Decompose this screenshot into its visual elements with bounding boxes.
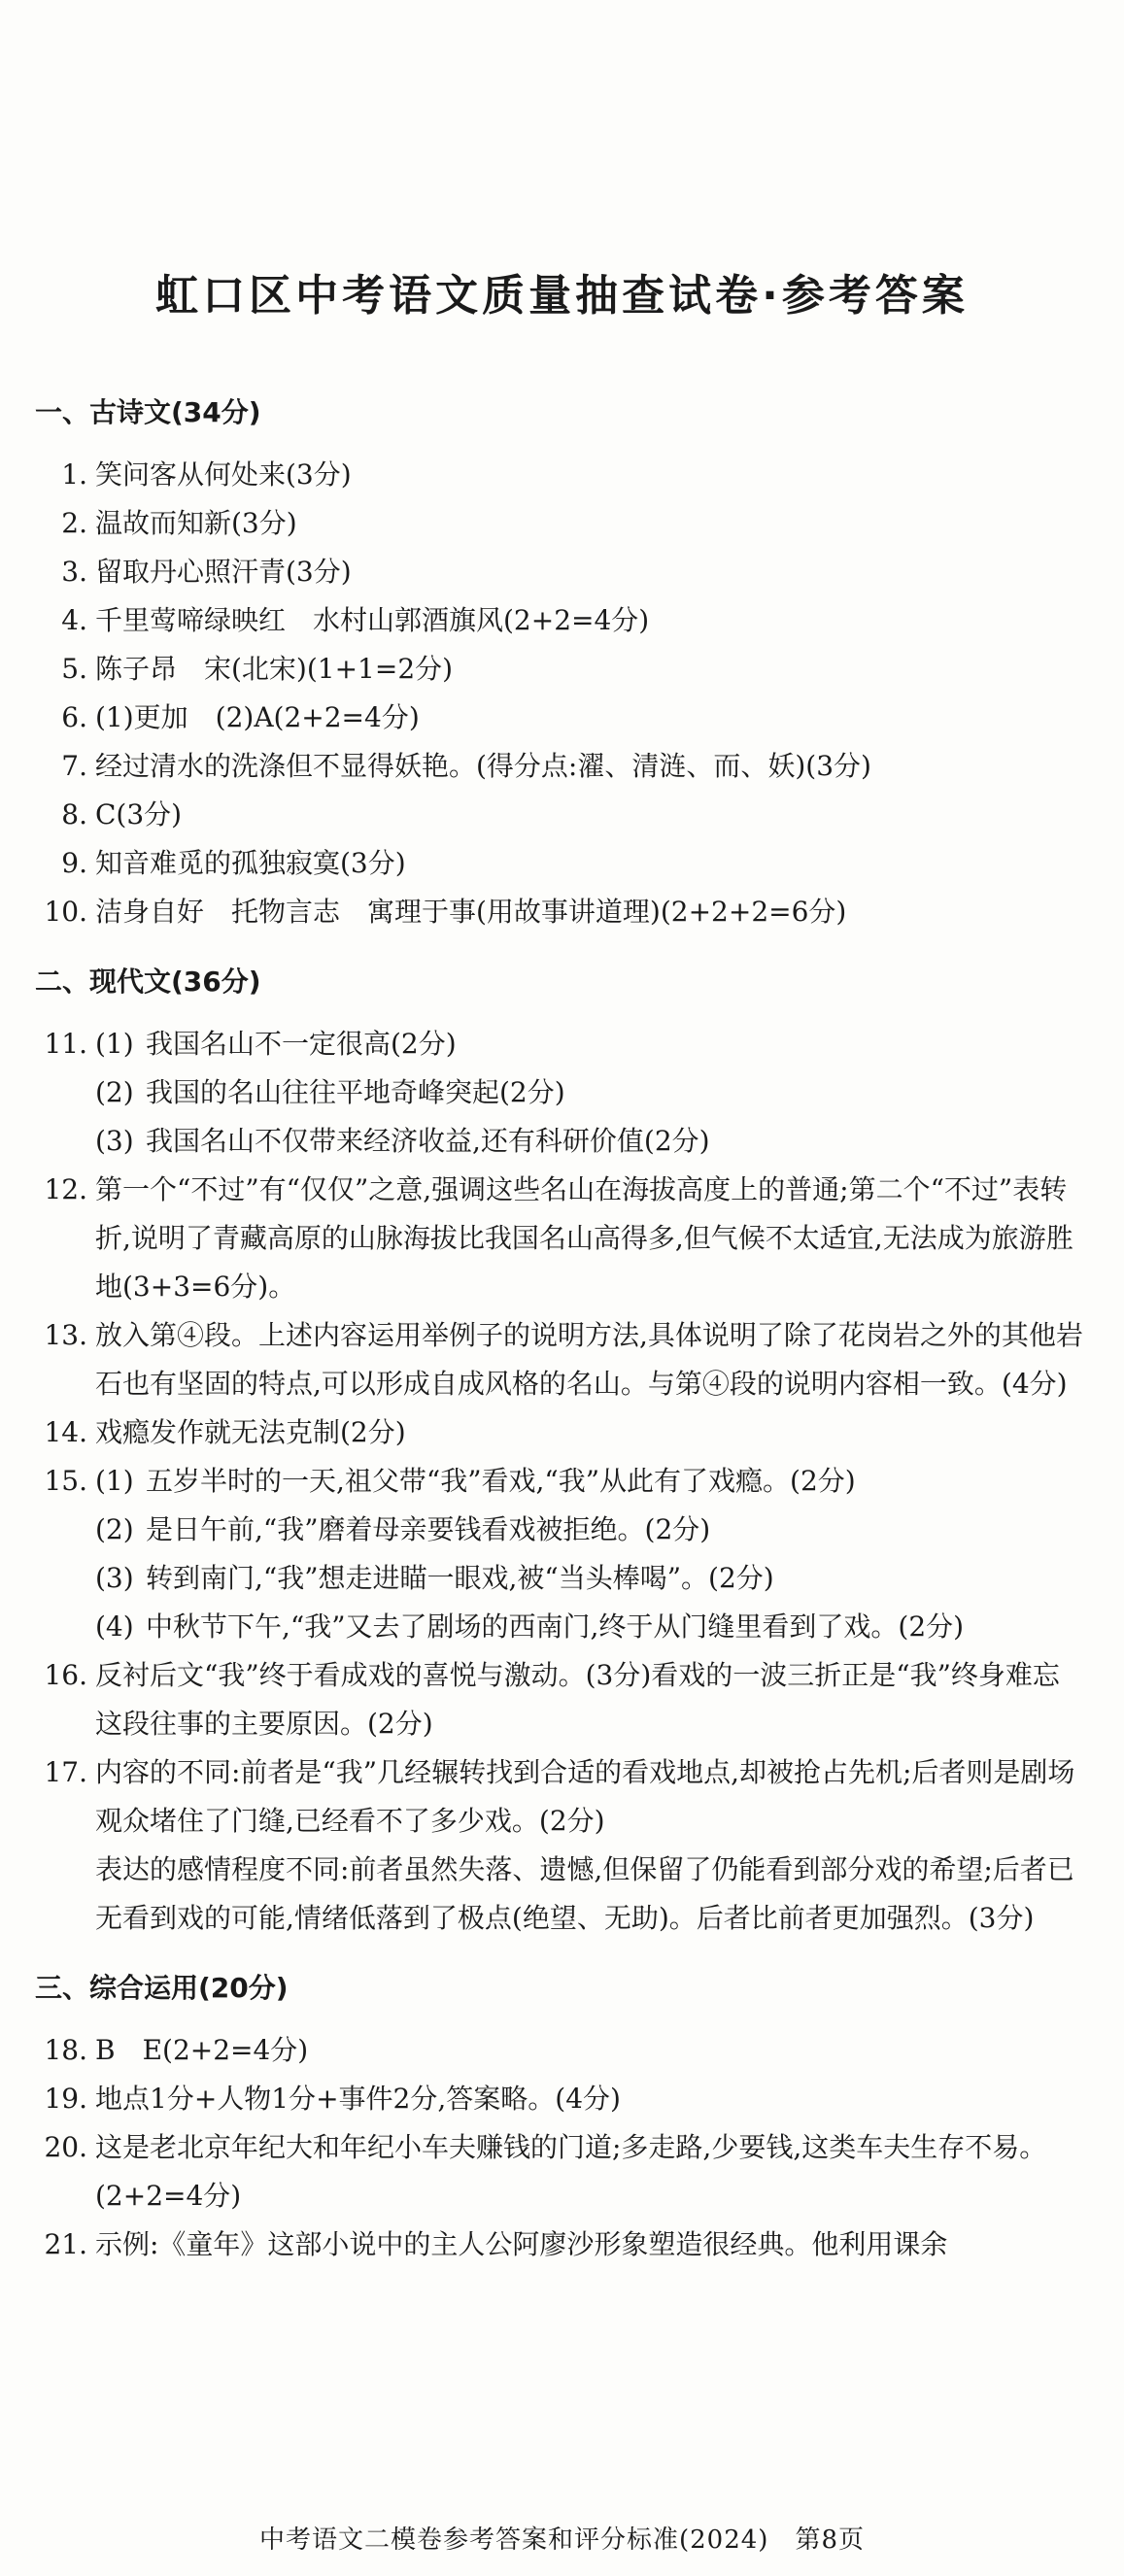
answer-text: 转到南门,“我”想走进瞄一眼戏,被“当头棒喝”。(2分) bbox=[146, 1562, 774, 1594]
question-number: 20. bbox=[44, 2131, 87, 2163]
sub-question-label: (3) bbox=[95, 1562, 134, 1594]
list-item bbox=[35, 451, 1084, 499]
list-item bbox=[35, 499, 1084, 548]
answer-text: C(3分) bbox=[95, 798, 183, 830]
list-item bbox=[35, 839, 1084, 888]
list-item bbox=[35, 791, 1084, 839]
list-item bbox=[35, 1311, 1084, 1408]
list-item bbox=[35, 888, 1084, 936]
question-number: 15. bbox=[44, 1465, 87, 1497]
answer-text: 这是老北京年纪大和年纪小车夫赚钱的门道;多走路,少要钱,这类车夫生存不易。(2+2=4分) bbox=[95, 2131, 1047, 2212]
answer-text: 千里莺啼绿映红 水村山郭酒旗风(2+2=4分) bbox=[95, 604, 650, 636]
answer-text: 示例:《童年》这部小说中的主人公阿廖沙形象塑造很经典。他利用课余 bbox=[95, 2228, 948, 2260]
list-item bbox=[35, 2220, 1084, 2269]
list-item bbox=[35, 1408, 1084, 1457]
answer-text: 我国名山不一定很高(2分) bbox=[146, 1028, 457, 1060]
answer-content bbox=[35, 389, 1084, 2269]
answer-text: 内容的不同:前者是“我”几经辗转找到合适的看戏地点,却被抢占先机;后者则是剧场观众堵住了门缝,已经看不了多少戏。(2分) bbox=[95, 1756, 1075, 1837]
list-item bbox=[35, 742, 1084, 791]
page-title: 虹口区中考语文质量抽查试卷·参考答案 bbox=[155, 271, 969, 321]
answer-text: B E(2+2=4分) bbox=[95, 2034, 309, 2066]
answer-text: 经过清水的洗涤但不显得妖艳。(得分点:濯、清涟、而、妖)(3分) bbox=[95, 750, 871, 782]
list-item bbox=[35, 1166, 1084, 1311]
list-item bbox=[35, 2123, 1084, 2220]
answer-paragraph: 表达的感情程度不同:前者虽然失落、遗憾,但保留了仍能看到部分戏的希望;后者已无看到戏的可能,情绪低落到了极点(绝望、无助)。后者比前者更加强烈。(3分) bbox=[95, 1853, 1074, 1934]
question-number: 8. bbox=[61, 798, 87, 830]
question-number: 9. bbox=[61, 847, 87, 879]
question-number: 1. bbox=[61, 458, 87, 491]
answer-text: 五岁半时的一天,祖父带“我”看戏,“我”从此有了戏瘾。(2分) bbox=[146, 1465, 856, 1497]
sub-list-item bbox=[95, 1068, 1084, 1117]
list-item bbox=[35, 645, 1084, 694]
question-number: 12. bbox=[44, 1173, 87, 1205]
question-number: 13. bbox=[44, 1319, 87, 1351]
section-header-modern-prose: 二、现代文(36分) bbox=[35, 966, 261, 998]
question-number: 14. bbox=[44, 1416, 87, 1448]
question-number: 16. bbox=[44, 1659, 87, 1691]
list-item bbox=[35, 548, 1084, 596]
list-item bbox=[35, 596, 1084, 645]
sub-list-item bbox=[95, 1506, 1084, 1554]
answer-text: 我国的名山往往平地奇峰突起(2分) bbox=[146, 1076, 565, 1108]
question-number: 18. bbox=[44, 2034, 87, 2066]
list-item bbox=[35, 1651, 1084, 1748]
sub-question-label: (4) bbox=[95, 1610, 134, 1643]
answer-text: 洁身自好 托物言志 寓理于事(用故事讲道理)(2+2+2=6分) bbox=[95, 896, 847, 928]
answer-text: 留取丹心照汗青(3分) bbox=[95, 556, 352, 588]
question-number: 7. bbox=[61, 750, 87, 782]
section-header-comprehensive: 三、综合运用(20分) bbox=[35, 1972, 289, 2004]
answer-text: 笑问客从何处来(3分) bbox=[95, 458, 352, 491]
list-item bbox=[35, 1457, 1084, 1506]
question-number: 21. bbox=[44, 2228, 87, 2260]
answer-text: 我国名山不仅带来经济收益,还有科研价值(2分) bbox=[146, 1125, 710, 1157]
question-number: 11. bbox=[44, 1028, 87, 1060]
answer-text: 陈子昂 宋(北宋)(1+1=2分) bbox=[95, 653, 454, 685]
list-item bbox=[35, 1020, 1084, 1068]
answer-text: 第一个“不过”有“仅仅”之意,强调这些名山在海拔高度上的普通;第二个“不过”表转折,说明了青藏高原的山脉海拔比我国名山高得多,但气候不太适宜,无法成为旅游胜地(3+3=6分)。 bbox=[95, 1173, 1073, 1303]
question-number: 10. bbox=[44, 896, 87, 928]
answer-text: 温故而知新(3分) bbox=[95, 507, 297, 539]
list-item bbox=[35, 2075, 1084, 2123]
answer-text: 地点1分+人物1分+事件2分,答案略。(4分) bbox=[95, 2083, 621, 2115]
answer-text: 反衬后文“我”终于看成戏的喜悦与激动。(3分)看戏的一波三折正是“我”终身难忘这段往事的主要原因。(2分) bbox=[95, 1659, 1060, 1740]
sub-question-label: (3) bbox=[95, 1125, 134, 1157]
sub-question-label: (2) bbox=[95, 1076, 134, 1108]
question-number: 6. bbox=[61, 701, 87, 733]
list-item bbox=[35, 694, 1084, 742]
answer-text: 是日午前,“我”磨着母亲要钱看戏被拒绝。(2分) bbox=[146, 1513, 711, 1545]
answer-text: 放入第④段。上述内容运用举例子的说明方法,具体说明了除了花岗岩之外的其他岩石也有坚固的特点,可以形成自成风格的名山。与第④段的说明内容相一致。(4分) bbox=[95, 1319, 1083, 1400]
sub-list-item bbox=[95, 1603, 1084, 1651]
sub-list-item bbox=[95, 1117, 1084, 1166]
list-item bbox=[35, 1748, 1084, 1846]
sub-question-label: (2) bbox=[95, 1513, 134, 1545]
question-number: 3. bbox=[61, 556, 87, 588]
answer-text: 中秋节下午,“我”又去了剧场的西南门,终于从门缝里看到了戏。(2分) bbox=[146, 1610, 965, 1643]
answer-text: 戏瘾发作就无法克制(2分) bbox=[95, 1416, 406, 1448]
question-number: 2. bbox=[61, 507, 87, 539]
sub-list-item bbox=[95, 1554, 1084, 1603]
list-item bbox=[35, 2026, 1084, 2075]
sub-question-label: (1) bbox=[95, 1028, 134, 1060]
question-number: 17. bbox=[44, 1756, 87, 1788]
question-number: 4. bbox=[61, 604, 87, 636]
page-footer: 中考语文二模卷参考答案和评分标准(2024) 第8页 bbox=[259, 2525, 865, 2555]
answer-text: (1)更加 (2)A(2+2=4分) bbox=[95, 701, 420, 733]
answer-text: 知音难觅的孤独寂寞(3分) bbox=[95, 847, 406, 879]
question-number: 5. bbox=[61, 653, 87, 685]
sub-question-label: (1) bbox=[95, 1465, 134, 1497]
section-header-classical-poetry: 一、古诗文(34分) bbox=[35, 396, 261, 428]
question-number: 19. bbox=[44, 2083, 87, 2115]
